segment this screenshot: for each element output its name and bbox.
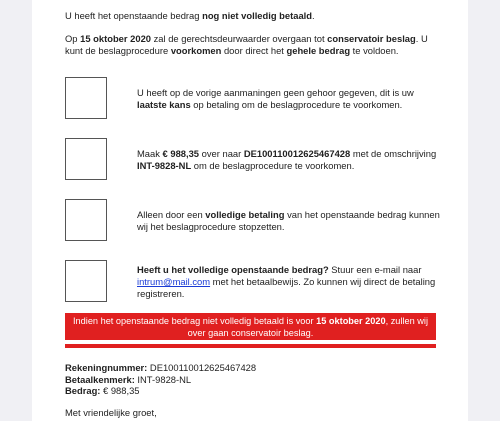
intro-text: . <box>312 10 315 21</box>
warning-banner <box>65 313 436 340</box>
notice-text-part: over naar <box>199 148 244 159</box>
banner-date: 15 oktober 2020 <box>316 316 386 326</box>
amount-value: € 988,35 <box>100 385 140 396</box>
reference-text: INT-9828-NL <box>137 160 192 171</box>
notice-text <box>137 148 442 172</box>
banner-text: Indien het openstaande bedrag niet volledig betaald is voor <box>73 316 317 326</box>
notice-text-part: met de omschrijving <box>350 148 437 159</box>
account-value: DE100110012625467428 <box>147 362 257 373</box>
amount-label: Bedrag: <box>65 385 101 396</box>
intro-bold-text: nog niet volledig betaald <box>202 10 312 21</box>
notice-bold-text: Heeft u het volledige openstaande bedrag? <box>137 264 329 275</box>
iban-text: DE100110012625467428 <box>243 148 351 159</box>
deadline-date: 15 oktober 2020 <box>80 33 151 44</box>
notice-text <box>137 87 442 111</box>
banner-divider <box>65 344 436 348</box>
notice-text-part: Stuur een e-mail naar <box>328 264 422 275</box>
image-placeholder <box>65 138 107 180</box>
intro-text: . U kunt de beslagprocedure <box>65 33 428 56</box>
notice-text-part: op betaling om de beslagprocedure te voorkomen. <box>190 99 403 110</box>
intro-text: zal de gerechtsdeurwaarder overgaan tot <box>151 33 328 44</box>
payment-info <box>65 362 256 418</box>
intro-text: door direct het <box>221 45 287 56</box>
notice-bold-text: volledige betaling <box>205 209 285 220</box>
image-placeholder <box>65 260 107 302</box>
amount-text: € 988,35 <box>162 148 200 159</box>
notice-text <box>137 209 442 233</box>
notice-text-part: Alleen door een <box>137 209 206 220</box>
account-label: Rekeningnummer: <box>65 362 148 373</box>
closing-greeting: Met vriendelijke groet, <box>65 406 157 418</box>
intro-text: te voldoen. <box>350 45 399 56</box>
intro-bold-text: voorkomen <box>170 45 222 56</box>
notice-text <box>137 264 442 300</box>
notice-row-4 <box>65 260 445 304</box>
image-placeholder <box>65 199 107 241</box>
amount-line <box>65 385 256 397</box>
notice-text-part: Maak <box>137 148 163 159</box>
notice-row-1 <box>65 77 445 121</box>
intro-text: U heeft het openstaande bedrag <box>65 10 203 21</box>
banner-text: , zullen wij over gaan conservatoir beslag. <box>187 316 428 338</box>
email-link[interactable]: intrum@mail.com <box>137 276 211 287</box>
notice-text-part: van het openstaande bedrag kunnen wij het beslagprocedure stopzetten. <box>137 209 440 232</box>
notice-text-part: U heeft op de vorige aanmaningen geen gehoor gegeven, dit is uw <box>137 87 414 98</box>
reference-line <box>65 374 256 386</box>
notice-text-part: met het betaalbewijs. Zo kunnen wij direct de betaling registreren. <box>137 276 436 299</box>
image-placeholder <box>65 77 107 119</box>
notice-bold-text: laatste kans <box>137 99 191 110</box>
notice-row-2 <box>65 138 445 182</box>
intro-line-1 <box>65 10 440 22</box>
intro-text: Op <box>65 33 81 44</box>
notice-text-part: om de beslagprocedure te voorkomen. <box>191 160 355 171</box>
email-body <box>32 0 468 421</box>
intro-line-2 <box>65 33 440 57</box>
notice-row-3 <box>65 199 445 243</box>
reference-value: INT-9828-NL <box>134 373 192 385</box>
intro-bold-text: gehele bedrag <box>286 45 351 56</box>
intro-bold-text: conservatoir beslag <box>327 33 416 44</box>
reference-label: Betaalkenmerk: <box>65 373 135 385</box>
account-line <box>65 362 256 374</box>
